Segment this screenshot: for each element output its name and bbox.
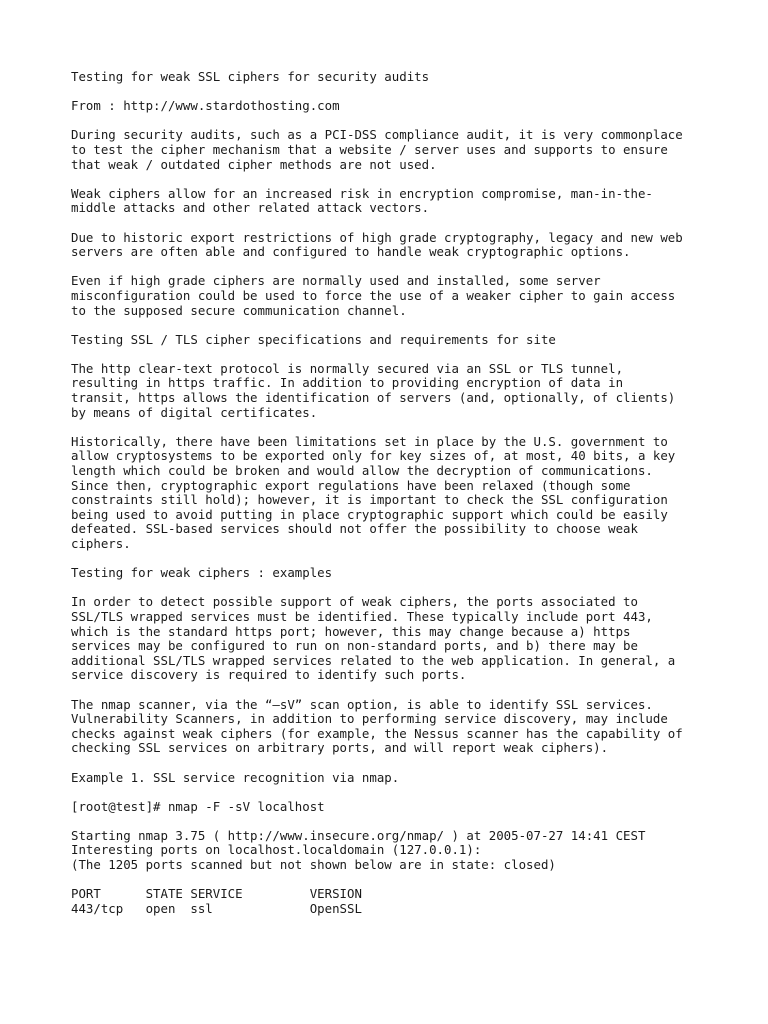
paragraph-port-detection: In order to detect possible support of weak ciphers, the ports associated to SSL/TLS wrapped services must be identified. These typically include port 443, which is the standard https port; however, this may change because a) https services may be configured to run on non-standard ports, and b) there may be additional SSL/TLS wrapped services related to the web application. In general, a service discovery is required to identify such ports. bbox=[71, 594, 676, 683]
section-heading-cipher-specs: Testing SSL / TLS cipher specifications and requirements for site bbox=[71, 331, 556, 347]
paragraph-export-restrictions: Due to historic export restrictions of high grade cryptography, legacy and new web servers are often able and configured to handle weak cryptographic options. bbox=[71, 229, 683, 260]
example-caption: Example 1. SSL service recognition via nmap. bbox=[71, 769, 400, 785]
paragraph-nmap-scanner: The nmap scanner, via the “–sV” scan option, is able to identify SSL services. Vulnerability Scanners, in addition to performing service discovery, may include checks against weak ciphers (for example, the Nessus scanner has the capability of checking SSL services on arbitrary ports, and will report weak ciphers). bbox=[71, 696, 683, 756]
nmap-output: Starting nmap 3.75 ( http://www.insecure.org/nmap/ ) at 2005-07-27 14:41 CEST Interesting ports on localhost.localdomain (127.0.0.1): (The 1205 ports scanned but not shown below are in state: closed) bbox=[71, 827, 646, 873]
nmap-port-table: PORT STATE SERVICE VERSION 443/tcp open ssl OpenSSL bbox=[71, 886, 362, 916]
document-body bbox=[71, 70, 711, 916]
section-heading-examples: Testing for weak ciphers : examples bbox=[71, 565, 333, 581]
paragraph-weak-ciphers: Weak ciphers allow for an increased risk in encryption compromise, man-in-the- middle attacks and other related attack vectors. bbox=[71, 185, 653, 216]
paragraph-https: The http clear-text protocol is normally secured via an SSL or TLS tunnel, resulting in https traffic. In addition to providing encryption of data in transit, https allows the identification of servers (and, optionally, of clients) by means of digital certificates. bbox=[71, 360, 676, 420]
command-line: [root@test]# nmap -F -sV localhost bbox=[71, 798, 325, 814]
doc-title: Testing for weak SSL ciphers for security audits bbox=[71, 69, 430, 84]
paragraph-history: Historically, there have been limitations set in place by the U.S. government to allow cryptosystems to be exported only for key sizes of, at most, 40 bits, a key length which could be broken and would allow the decryption of communications. Since then, cryptographic export regulations have been relaxed (though some constraints still hold); however, it is important to check the SSL configuration being used to avoid putting in place cryptographic support which could be easily defeated. SSL-based services should not offer the possibility to choose weak ciphers. bbox=[71, 433, 676, 551]
paragraph-intro: During security audits, such as a PCI-DSS compliance audit, it is very commonplace to test the cipher mechanism that a website / server uses and supports to ensure that weak / outdated cipher methods are not used. bbox=[71, 127, 683, 172]
paragraph-misconfiguration: Even if high grade ciphers are normally used and installed, some server misconfiguration could be used to force the use of a weaker cipher to gain access to the supposed secure communication channel. bbox=[71, 273, 676, 318]
source-line: From : http://www.stardothosting.com bbox=[71, 98, 340, 114]
